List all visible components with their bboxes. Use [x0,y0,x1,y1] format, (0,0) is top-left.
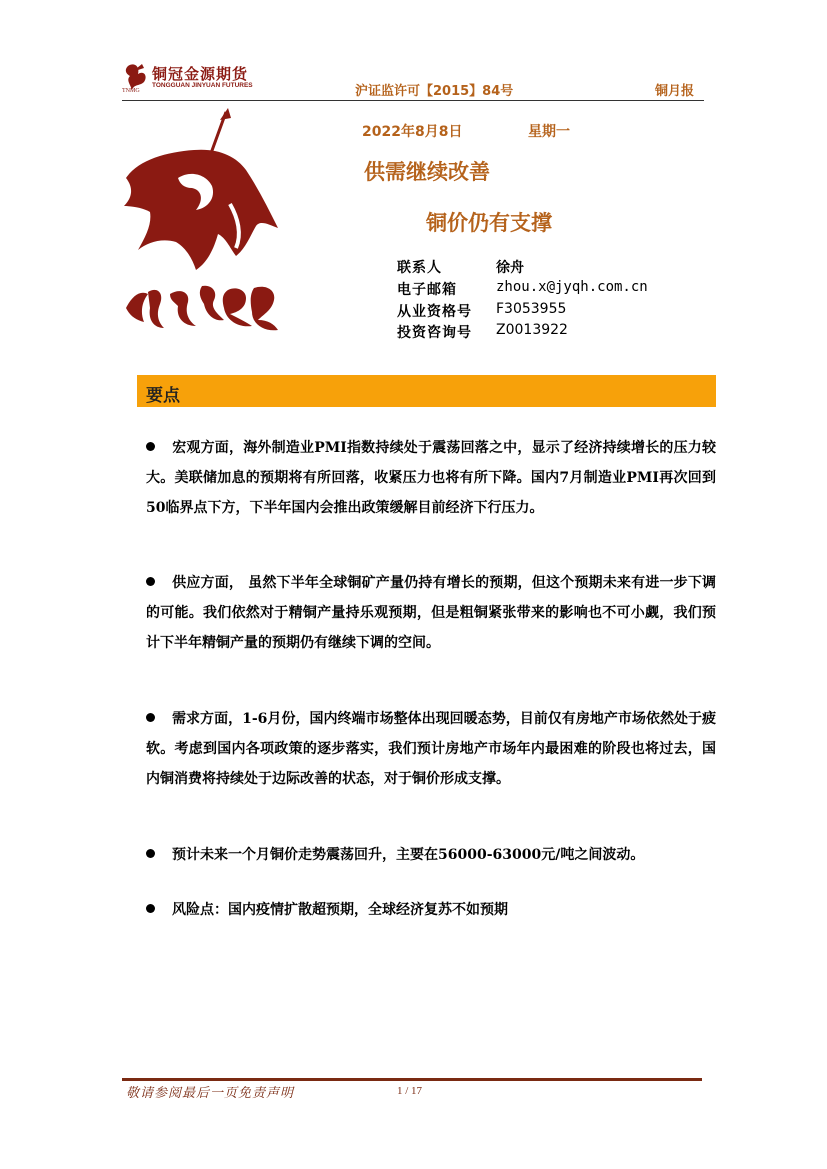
key-point [146,840,716,870]
key-point-text: 需求方面，1-6月份，国内终端市场整体出现回暖态势，目前仅有房地产市场依然处于疲软。考虑到国内各项政策的逐步落实，我们预计房地产市场年内最困难的阶段也将过去，国内铜消费将持续处于边际改善的状态，对于铜价形成支撑。 [146,711,716,787]
brand-calligraphy-art [118,108,288,338]
section-title: 要点 [146,386,180,406]
bullet-icon [146,577,155,586]
company-name-en: TONGGUAN JINYUAN FUTURES [152,82,253,89]
header-divider [122,100,704,101]
key-point [146,704,716,794]
key-point [146,433,716,523]
contact-label: 从业资格号 [397,304,472,320]
bullet-icon [146,713,155,722]
bullet-icon [146,904,155,913]
contact-label: 投资咨询号 [397,325,472,341]
contact-name: 徐舟 [496,260,524,276]
key-point [146,895,716,925]
key-point-text: 风险点：国内疫情扩散超预期，全球经济复苏不如预期 [172,902,508,918]
key-point-text: 预计未来一个月铜价走势震荡回升，主要在56000-63000元/吨之间波动。 [172,847,645,863]
company-name-cn: 铜冠金源期货 [152,65,249,83]
report-type: 铜月报 [655,84,695,99]
report-weekday: 星期一 [528,124,570,140]
report-title-line-1: 供需继续改善 [364,160,490,184]
consulting-number: Z0013922 [496,322,568,338]
disclaimer-note: 敬请参阅最后一页免责声明 [126,1086,295,1101]
logo-mark-text: TNMG [122,88,140,94]
report-date: 2022年8月8日 [362,124,463,140]
qualification-number: F3053955 [496,301,567,317]
report-title-line-2: 铜价仍有支撑 [426,211,552,235]
bullet-icon [146,849,155,858]
license-number: 沪证监许可【2015】84号 [355,84,514,99]
key-point-text: 供应方面， 虽然下半年全球铜矿产量仍持有增长的预期，但这个预期未来有进一步下调的可能。我们依然对于精铜产量持乐观预期，但是粗铜紧张带来的影响也不可小觑，我们预计下半年精铜产量的预期仍有继续下调的空间。 [146,575,716,651]
bullet-icon [146,442,155,451]
contact-email: zhou.x@jyqh.com.cn [496,279,648,295]
page-number: 1 / 17 [397,1085,423,1097]
contact-label: 电子邮箱 [397,282,457,298]
section-header-bar [137,375,716,407]
footer-divider [122,1078,702,1081]
contact-label: 联系人 [397,260,442,276]
key-point-text: 宏观方面，海外制造业PMI指数持续处于震荡回落之中，显示了经济持续增长的压力较大。美联储加息的预期将有所回落，收紧压力也将有所下降。国内7月制造业PMI再次回到50临界点下方，下半年国内会推出政策缓解目前经济下行压力。 [146,440,716,516]
key-point [146,568,716,658]
